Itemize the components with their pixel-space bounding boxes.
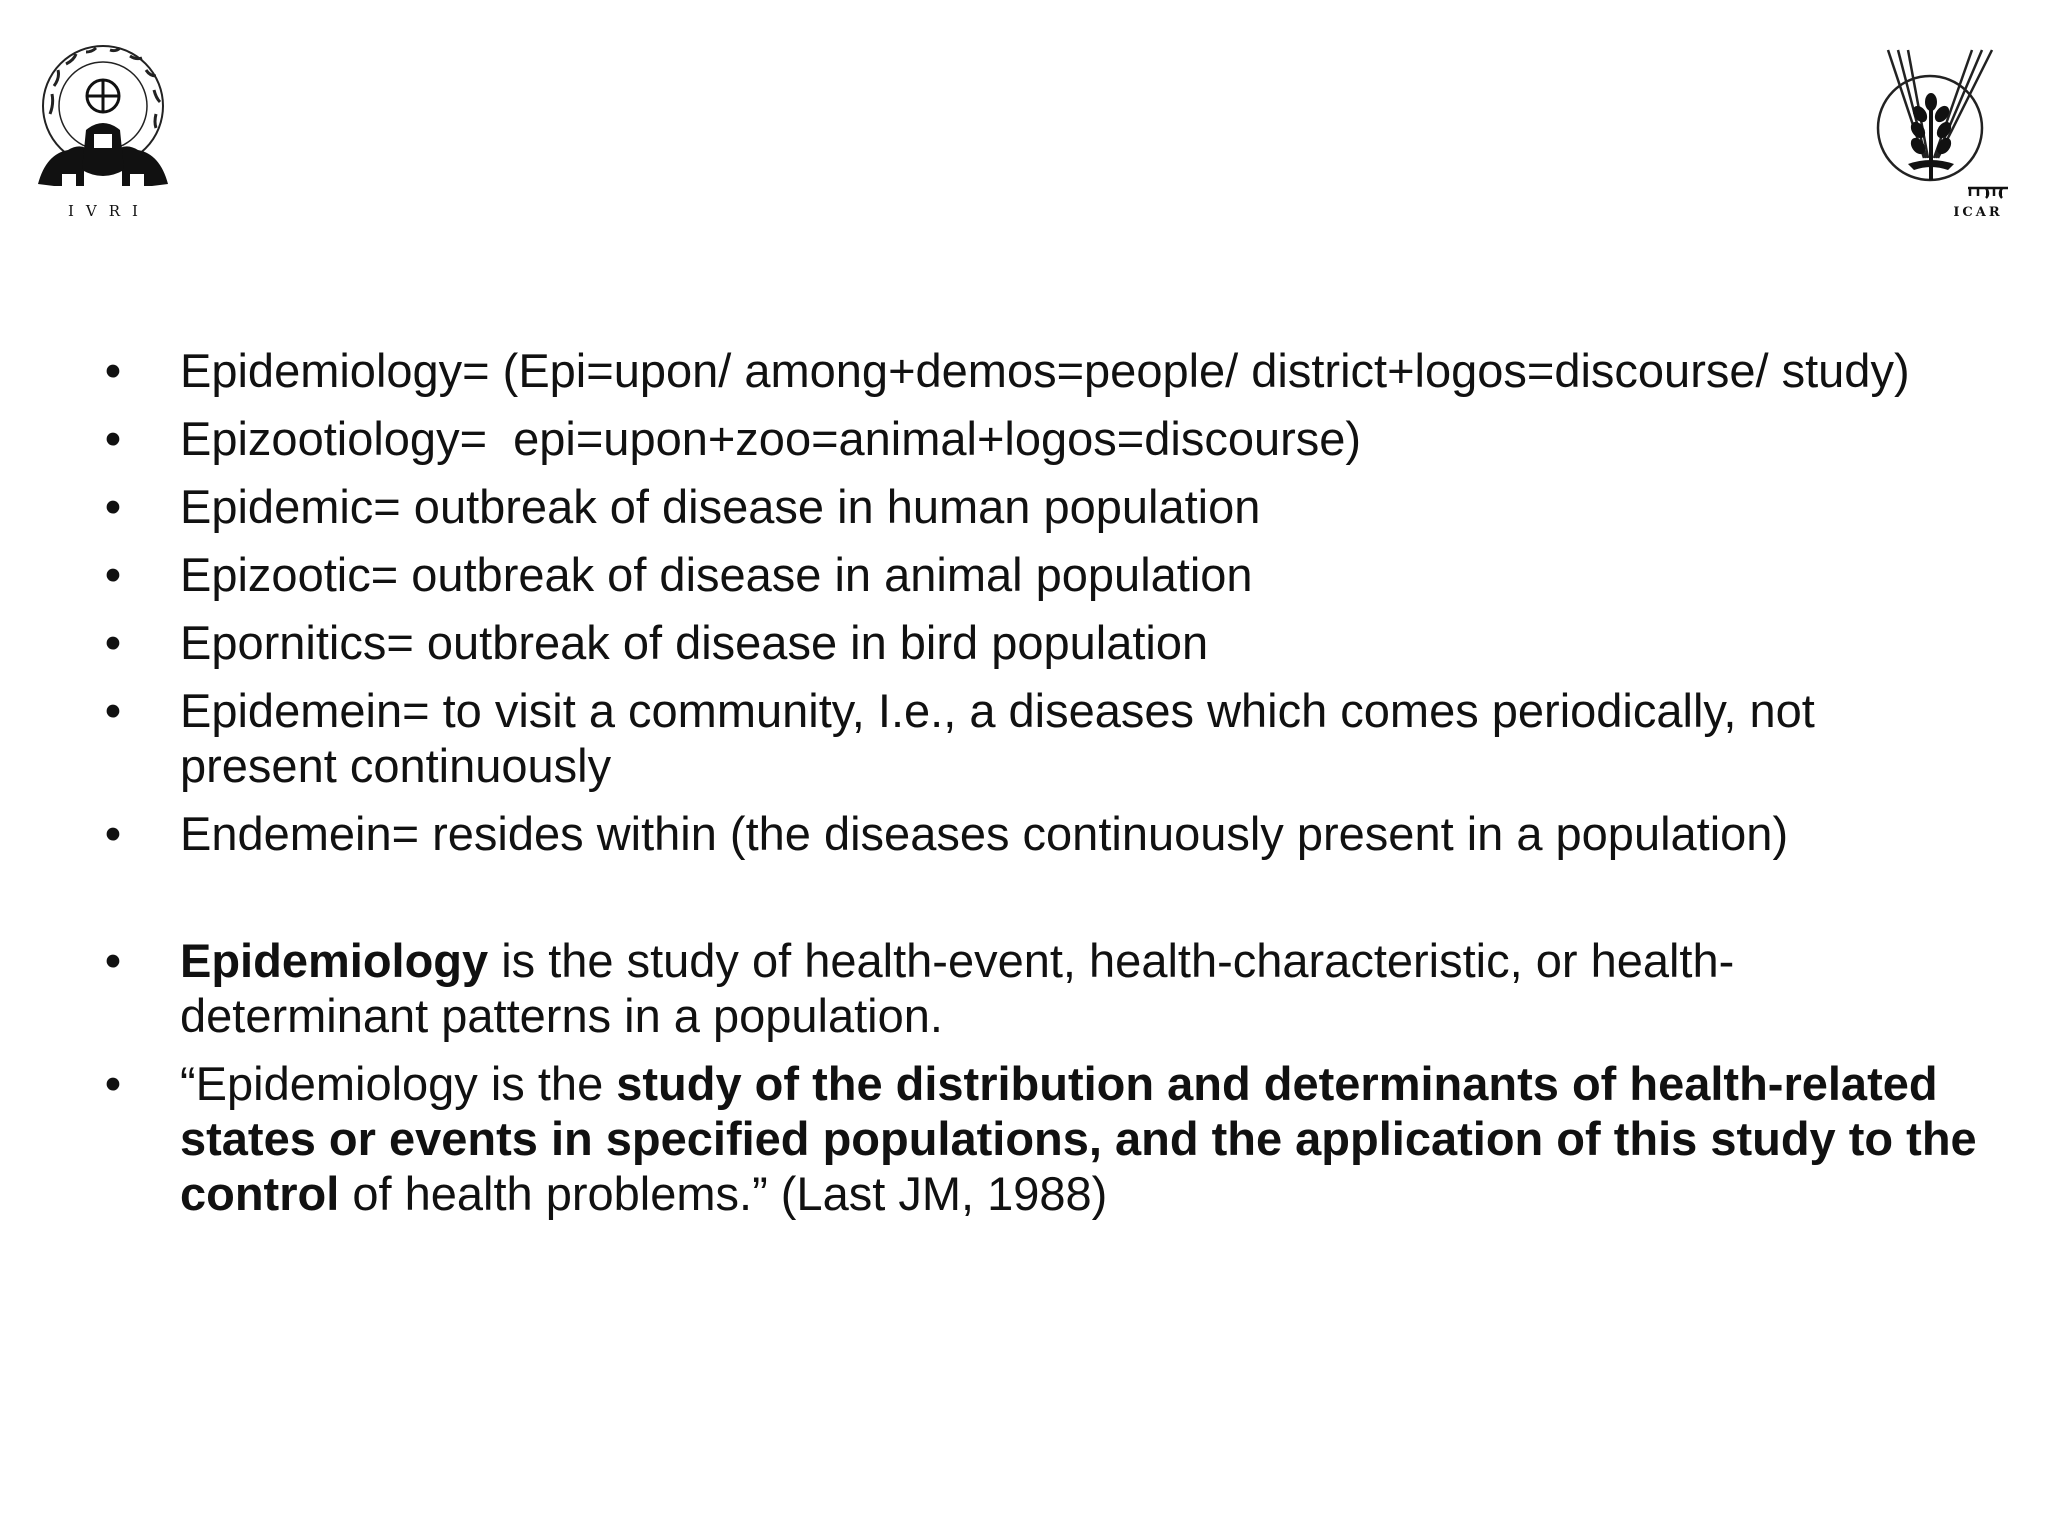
icar-wheat-emblem-icon bbox=[1868, 48, 2018, 220]
list-item bbox=[98, 479, 1978, 534]
slide-content bbox=[98, 343, 1978, 1234]
bullet-icon: • bbox=[104, 684, 122, 737]
bullet-icon: • bbox=[104, 480, 122, 533]
ivri-caption: IVRI bbox=[68, 202, 150, 220]
bullet-term-bold: Epidemiology bbox=[180, 934, 489, 987]
list-item bbox=[98, 683, 1978, 793]
list-item bbox=[98, 806, 1978, 861]
bullet-icon: • bbox=[104, 548, 122, 601]
list-item bbox=[98, 411, 1978, 466]
bullet-icon: • bbox=[104, 616, 122, 669]
ivri-emblem-icon bbox=[28, 34, 178, 220]
bullet-text: is the study of health-event, health-characteristic, or health-determinant patterns in a population. bbox=[180, 934, 1735, 1042]
bullet-list bbox=[98, 343, 1978, 1221]
bullet-icon: • bbox=[104, 344, 122, 397]
list-item bbox=[98, 615, 1978, 670]
bullet-icon: • bbox=[104, 807, 122, 860]
bullet-text: Epidemein= to visit a community, I.e., a diseases which comes periodically, not present continuously bbox=[180, 684, 1815, 792]
bullet-icon: • bbox=[104, 934, 122, 987]
bullet-text: Epidemic= outbreak of disease in human population bbox=[180, 480, 1261, 533]
bullet-text: Epizootiology= epi=upon+zoo=animal+logos=discourse) bbox=[180, 412, 1362, 465]
list-item bbox=[98, 343, 1978, 398]
bullet-quote-start: “Epidemiology is the bbox=[180, 1057, 617, 1110]
ivri-logo bbox=[28, 34, 178, 220]
list-item bbox=[98, 547, 1978, 602]
list-item bbox=[98, 1056, 1978, 1221]
bullet-text: Endemein= resides within (the diseases continuously present in a population) bbox=[180, 807, 1789, 860]
bullet-text: Epizootic= outbreak of disease in animal population bbox=[180, 548, 1253, 601]
bullet-text: Epornitics= outbreak of disease in bird population bbox=[180, 616, 1209, 669]
bullet-quote-bold: study of the distribution and determinants of health-related states or events in specified populations, and the application of this study to the control bbox=[180, 1057, 1977, 1220]
icar-logo bbox=[1868, 48, 2018, 220]
icar-caption: ICAR bbox=[1953, 205, 2003, 220]
list-item bbox=[98, 933, 1978, 1043]
bullet-text: Epidemiology= (Epi=upon/ among+demos=people/ district+logos=discourse/ study) bbox=[180, 344, 1910, 397]
bullet-icon: • bbox=[104, 412, 122, 465]
bullet-quote-end: of health problems.” (Last JM, 1988) bbox=[339, 1167, 1108, 1220]
bullet-icon: • bbox=[104, 1057, 122, 1110]
